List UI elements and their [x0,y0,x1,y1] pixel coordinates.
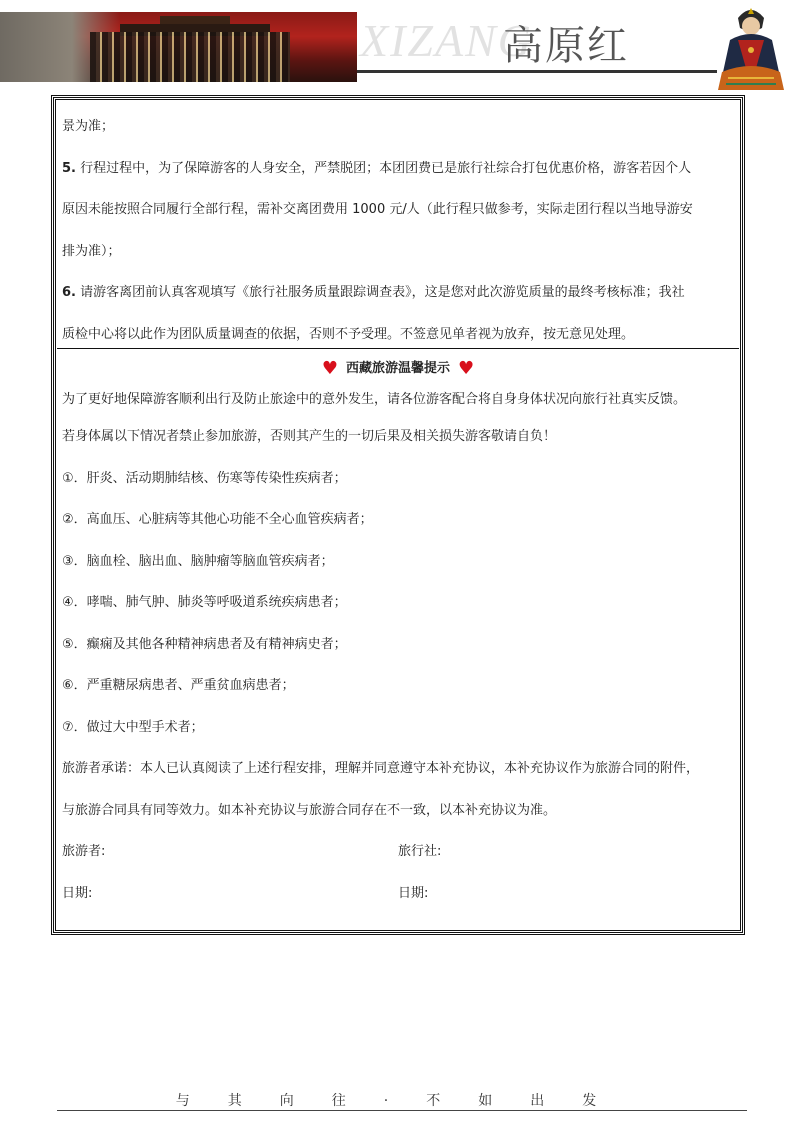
promise-text: 旅游者承诺：本人已认真阅读了上述行程安排，理解并同意遵守本补充协议，本补充协议作为旅游合同的附件， [62,761,700,776]
list-item: ⑦．做过大中型手术者； [62,719,204,735]
tips-title [62,356,734,382]
list-item: ②．高血压、心脏病等其他心功能不全心血管疾病者； [62,512,373,527]
term-line: 质检中心将以此作为团队质量调查的依据，否则不予受理。不签意见单者视为放弃，按无意见处理。 [62,326,635,342]
section-divider [57,348,739,349]
item-number: 5. [62,160,76,176]
content-box [51,95,745,935]
agency-signature-label: 旅行社: [398,844,442,859]
list-item: ⑥．严重糖尿病患者、严重贫血病患者； [62,678,295,693]
tips-section [62,356,734,914]
potala-palace-image [0,12,357,82]
date-row [62,873,734,915]
header-banner [0,0,794,92]
header-divider [357,70,717,73]
term-text: 请游客离团前认真客观填写《旅行社服务质量跟踪调查表》，这是您对此次游览质量的最终考核标准；我社 [80,285,685,300]
item-number: 6. [62,285,76,300]
tourist-date-label: 日期: [62,885,93,901]
agency-date-label: 日期: [398,885,429,901]
footer-slogan: 与其向往·不如出发 [175,1093,635,1109]
term-line: 景为准； [62,119,115,134]
signature-row [62,831,734,873]
term-text: 行程过程中，为了保障游客的人身安全，严禁脱团；本团团费已是旅行社综合打包优惠价格，游客若因个人 [80,160,692,176]
tips-intro: 若身体属以下情况者禁止参加旅游，否则其产生的一切后果及相关损失游客敬请自负！ [62,429,557,444]
list-item: ①．肝炎、活动期肺结核、伤寒等传染性疾病者； [62,470,347,486]
watermark-text: XIZANG [360,15,533,66]
tips-title-text: 西藏旅游温馨提示 [345,361,450,376]
heart-icon: ♥ [321,358,338,379]
term-item-5 [62,148,734,190]
term-item-6 [62,272,734,314]
list-item: ⑤．癫痫及其他各种精神病患者及有精神病史者； [62,636,347,652]
tourist-signature-label: 旅游者: [62,844,106,859]
term-line: 排为准）； [62,243,121,259]
footer-divider [57,1110,747,1111]
list-item: ④．哮喘、肺气肿、肺炎等呼吸道系统疾病患者； [62,595,347,610]
term-line: 原因未能按照合同履行全部行程，需补交离团费用 1000 元/人（此行程只做参考，实际走团行程以当地导游安 [62,202,693,217]
terms-section [62,106,734,355]
promise-text: 与旅游合同具有同等效力。如本补充协议与旅游合同存在不一致，以本补充协议为准。 [62,802,557,818]
list-item: ③．脑血栓、脑出血、脑肿瘤等脑血管疾病者； [62,553,334,569]
heart-icon: ♥ [458,358,475,379]
brand-title: 高原红 [503,23,629,69]
tibetan-figure-illustration [708,0,794,92]
tips-intro: 为了更好地保障游客顺利出行及防止旅途中的意外发生，请各位游客配合将自身身体状况向旅行社真实反馈。 [62,392,687,407]
